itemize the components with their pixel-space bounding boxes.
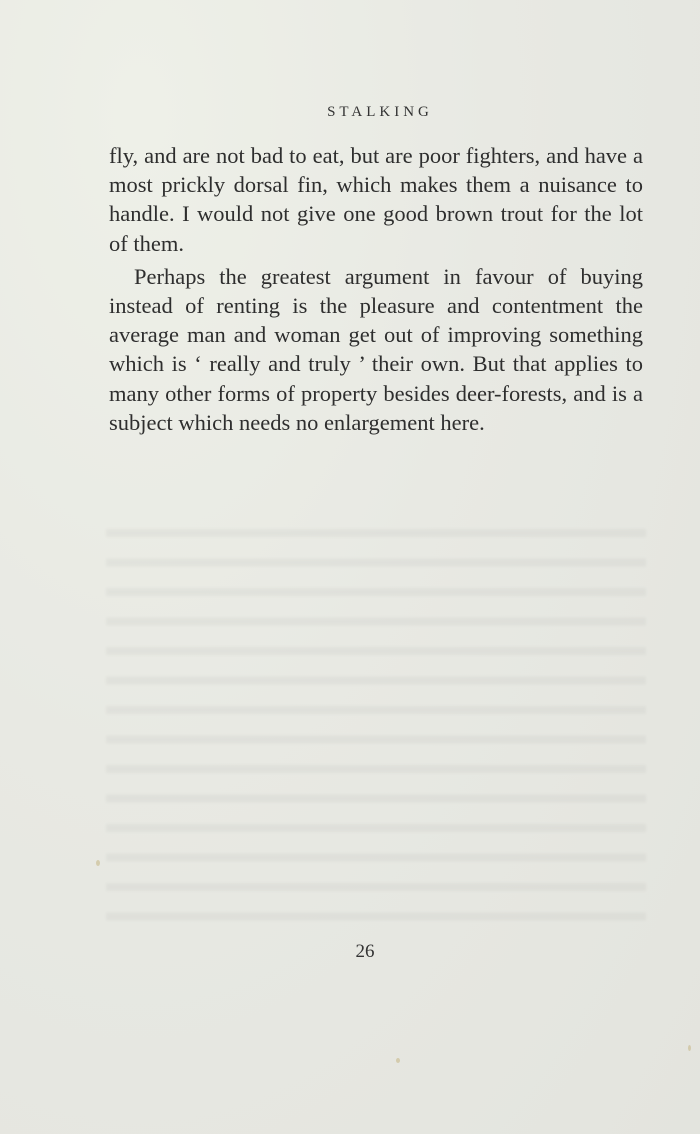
page-number: 26: [355, 941, 375, 962]
paper-speck: [96, 860, 100, 866]
paragraph-continued: fly, and are not bad to eat, but are poor fighters, and have a most prickly dorsal fin, which makes them a nuisance to handle. I would not give one good brown trout for the lot of them.: [109, 143, 643, 256]
paragraph: Perhaps the greatest argument in favour of buying instead of renting is the pleasure and contentment the average man and woman get out of improving something which is ‘ really and truly ’ their own. But that applies to many other forms of property besides deer-forests, and is a subject which needs no enlargement here.: [109, 263, 643, 435]
show-through-shadow: [106, 515, 646, 935]
running-head: STALKING: [327, 104, 433, 120]
paper-speck: [396, 1058, 400, 1063]
body-text: [109, 141, 643, 437]
paper-speck: [688, 1045, 691, 1051]
